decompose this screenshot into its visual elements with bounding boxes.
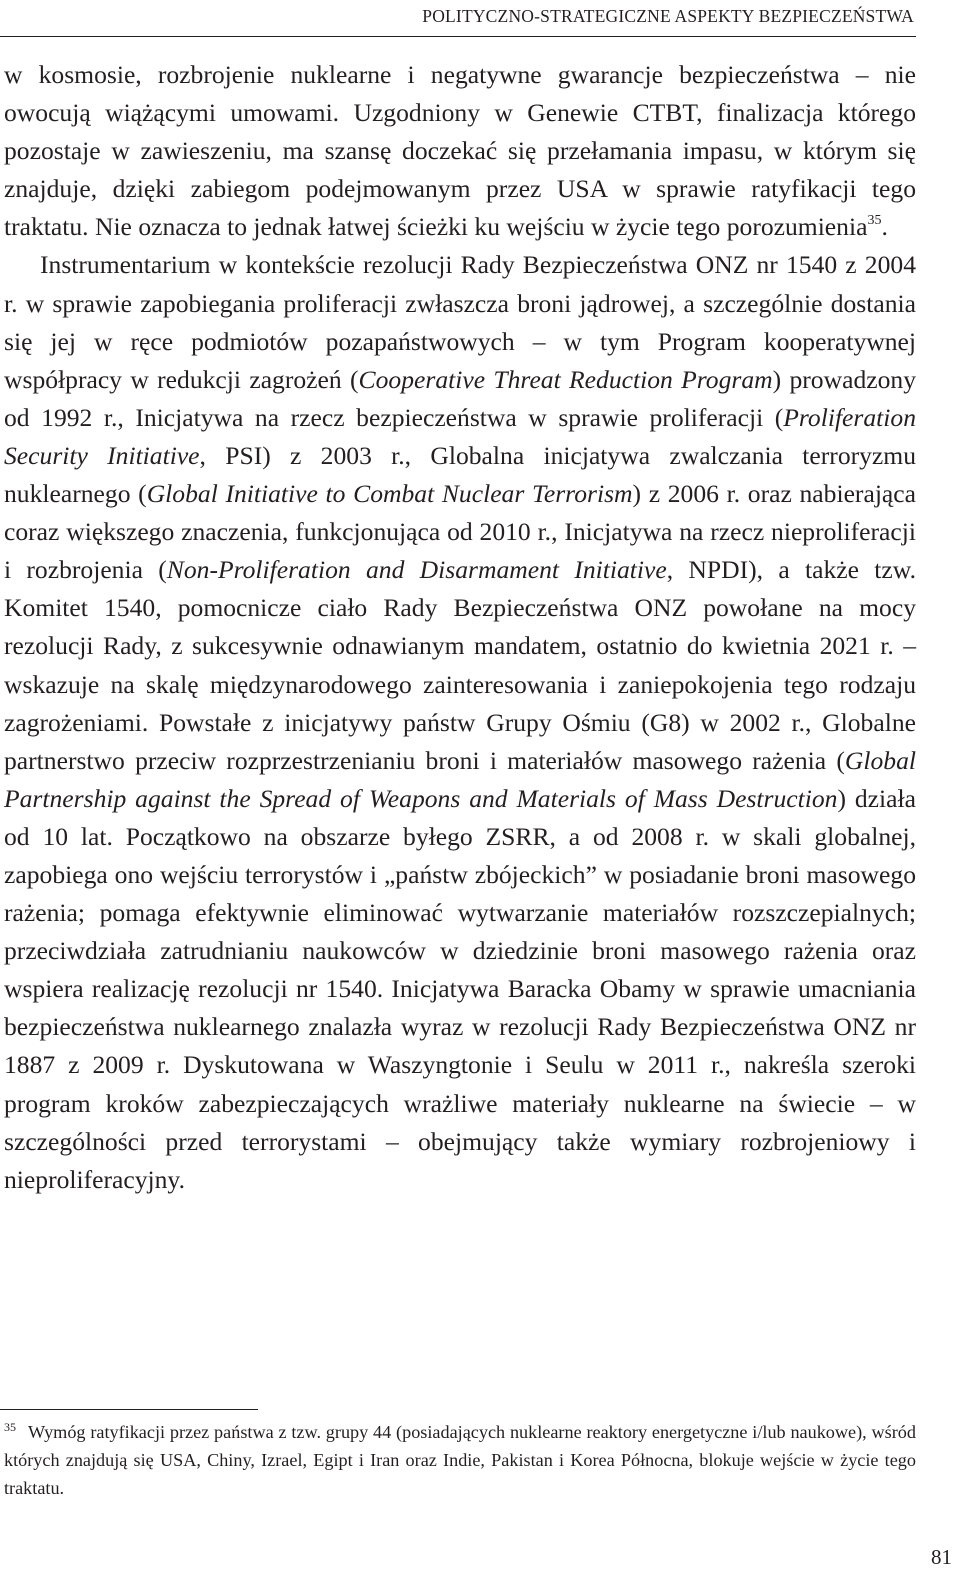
italic-term-npdi: Non-Proliferation and Disarmament Initiative [166, 555, 667, 585]
footnote-divider [0, 1409, 258, 1410]
paragraph-2 [4, 246, 916, 1198]
footnote-35 [4, 1418, 916, 1502]
paragraph-2-part-3: , PSI) z 2003 r., Globalna inicjatywa zwalczania terroryzmu nuklearnego ( [4, 440, 916, 509]
body-text [4, 56, 916, 1199]
italic-term-psi: Proliferation Security Initiative [4, 402, 916, 470]
running-header: POLITYCZNO-STRATEGICZNE ASPEKTY BEZPIECZEŃSTWA [422, 6, 914, 26]
footnote-text: Wymóg ratyfikacji przez państwa z tzw. grupy 44 (posiadających nuklearne reaktory energetyczne i/lub naukowe), wśród których znajdują się USA, Chiny, Izrael, Egipt i Iran oraz Indie, Pakistan i Korea Północna, blokuje wejście w życie tego traktatu. [4, 1422, 916, 1498]
header-divider [0, 36, 916, 37]
footnote-ref-35[interactable]: 35 [867, 212, 882, 228]
paragraph-1-end: . [881, 212, 888, 242]
italic-term-global-partnership: Global Partnership against the Spread of Weapons and Materials of Mass Destruction [4, 745, 916, 813]
italic-term-ctr: Cooperative Threat Reduction Program [358, 364, 773, 394]
paragraph-2-part-5: , NPDI), a także tzw. Komitet 1540, pomocnicze ciało Rady Bezpieczeństwa ONZ powołane na mocy rezolucji Rady, z sukcesywnie odnawianym mandatem, ostatnio do kwietnia 2021 r. – wskazuje na skalę międzynarodowego zainteresowania i zaniepokojenia tego rodzaju zagrożeniami. Powstałe z inicjatywy państw Grupy Ośmiu (G8) w 2002 r., Globalne partnerstwo przeciw rozprzestrzenianiu broni i materiałów masowego rażenia ( [4, 555, 916, 775]
footnote-number: 35 [4, 1419, 16, 1434]
italic-term-gicnt: Global Initiative to Combat Nuclear Terrorism [146, 479, 633, 509]
paragraph-2-part-4: ) z 2006 r. oraz nabierająca coraz większego znaczenia, funkcjonująca od 2010 r., Inicjatywa na rzecz nieproliferacji i rozbrojenia ( [4, 479, 917, 585]
paragraph-1-text: w kosmosie, rozbrojenie nuklearne i negatywne gwarancje bezpieczeństwa – nie owocują wiążącymi umowami. Uzgodniony w Genewie CTBT, finalizacja którego pozostaje w zawieszeniu, ma szansę doczekać się przełamania impasu, w którym się znajduje, dzięki zabiegom podejmowanym przez USA w sprawie ratyfikacji tego traktatu. Nie oznacza to jednak łatwej ścieżki ku wejściu w życie tego porozumienia [4, 60, 916, 242]
paragraph-2-part-2: ) prowadzony od 1992 r., Inicjatywa na rzecz bezpieczeństwa w sprawie proliferacji ( [4, 364, 916, 432]
page-number: 81 [931, 1545, 952, 1569]
paragraph-1 [4, 56, 916, 246]
paragraph-2-part-1: Instrumentarium w kontekście rezolucji Rady Bezpieczeństwa ONZ nr 1540 z 2004 r. w sprawie zapobiegania proliferacji zwłaszcza broni jądrowej, a szczególnie dostania się jej w ręce podmiotów pozapaństwowych – w tym Program kooperatywnej współpracy w redukcji zagrożeń ( [4, 250, 916, 394]
paragraph-2-part-6: ) działa od 10 lat. Początkowo na obszarze byłego ZSRR, a od 2008 r. w skali globalnej, zapobiega ono wejściu terrorystów i „państw zbójeckich” w posiadanie broni masowego rażenia; pomaga efektywnie eliminować wytwarzanie materiałów rozszczepialnych; przeciwdziała zatrudnianiu naukowców w dziedzinie broni masowego rażenia oraz wspiera realizację rezolucji nr 1540. Inicjatywa Baracka Obamy w sprawie umacniania bezpieczeństwa nuklearnego znalazła wyraz w rezolucji Rady Bezpieczeństwa ONZ nr 1887 z 2009 r. Dyskutowana w Waszyngtonie i Seulu w 2011 r., nakreśla szeroki program kroków zabezpieczających wrażliwe materiały nuklearne na świecie – w szczególności przed terrorystami – obejmujący także wymiary rozbrojeniowy i nieproliferacyjny. [4, 783, 916, 1194]
